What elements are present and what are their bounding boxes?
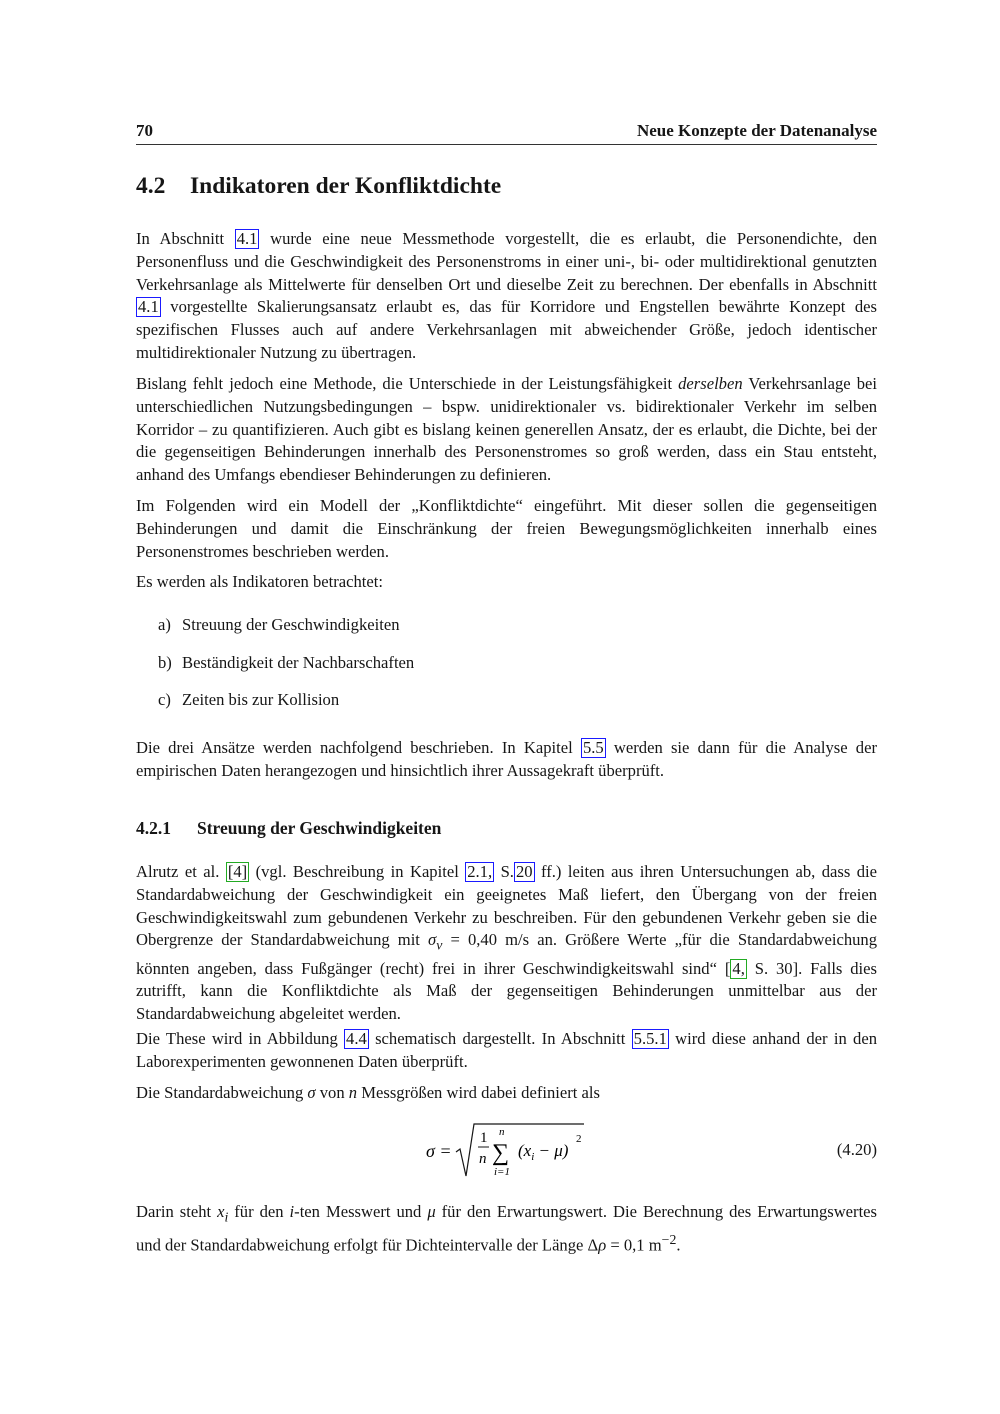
text-run: werden sie dann für die Analyse der empirischen Daten herangezogen und hinsichtlich ihrer Aussagekraft überprüft. [136, 738, 877, 780]
running-header [136, 120, 877, 145]
chapter-title: Neue Konzepte der Datenanalyse [636, 121, 877, 140]
list-label: c) [158, 690, 171, 709]
subsection-number: 4.2.1 [136, 818, 171, 838]
citation-link-4[interactable]: [4] [227, 862, 248, 881]
text-run: ff.) leiten aus ihren Untersuchungen ab, dass die Standardabweichung der Geschwindigkeit ein geeignetes Maß liefert, den Übergang von der freien Geschwindigkeitswahl zum gebundenen Verkehr zu beschreiben. Für den gebundenen Verkehr geben sie die Obergrenze der Standardabweichung mit [136, 862, 877, 950]
paragraph-intro [136, 228, 877, 365]
section-link-5-5-1[interactable]: 5.5.1 [633, 1029, 667, 1048]
text-run: Die These wird in Abbildung [136, 1029, 345, 1048]
eq-frac-numerator: 1 [480, 1130, 488, 1146]
math-exponent: −2 [661, 1232, 677, 1248]
text-run: -ten Messwert und [294, 1202, 428, 1221]
paragraph-indicators-intro: Es werden als Indikatoren betrachtet: [136, 572, 383, 591]
math-i: i [289, 1202, 295, 1221]
page-number: 70 [136, 121, 153, 140]
equation-4-20 [136, 1120, 877, 1182]
paragraph-motivation [136, 373, 877, 487]
text-run: vorgestellte Skalierungsansatz erlaubt es, das für Korridore und Engstellen bewährte Konzept des spezifischen Flusses auch auf andere Verkehrsanlagen mit abweichender Größe, jedoch identischer multidirektionaler Nutzung zu übertragen. [136, 297, 877, 362]
list-label: a) [158, 615, 171, 634]
eq-sum-sign: ∑ [492, 1140, 510, 1166]
text-run: S. 30]. Falls dies zutrifft, kann die Konfliktdichte als Maß der gegenseitigen Behinderungen unmittelbar aus der Standardabweichung abgeleitet werden. [136, 958, 877, 1024]
text-run: [ [724, 958, 731, 978]
list-text: Beständigkeit der Nachbarschaften [182, 652, 415, 672]
chapter-link-5-5[interactable]: 5.5 [582, 738, 604, 757]
chapter-link-2-1[interactable]: 2.1, [467, 862, 493, 881]
text-run: Die Standardabweichung [136, 1083, 308, 1102]
text-run: Verkehrsanlage bei unterschiedlichen Nutzungsbedingungen – bspw. unidirektionaler vs. bidirektionaler Verkehr im selben Korridor – zu quantifizieren. Auch gibt es bislang keinen generellen Ansatz, der es erlaubt, die Dichte, bei der die gegenseitigen Behinderungen innerhalb des Personenstromes so groß werden, dass ein Stau entsteht, anhand des Umfangs ebendieser Behinderungen zu definieren. [136, 374, 878, 485]
paragraph-overview [136, 737, 877, 783]
text-run: schematisch dargestellt. In Abschnitt [368, 1029, 632, 1048]
math-mu: μ [427, 1202, 436, 1221]
math-x: x [217, 1202, 225, 1221]
math-sigma: σ [307, 1083, 316, 1102]
paragraph-thesis [136, 1028, 877, 1074]
eq-body-sub: i [531, 1151, 535, 1163]
equation-formula [426, 1120, 596, 1182]
section-link-4-1[interactable]: 4.1 [236, 229, 258, 248]
text-run: Messgrößen wird dabei definiert als [357, 1083, 600, 1102]
eq-body [518, 1141, 569, 1163]
eq-sum-lower: i=1 [494, 1166, 510, 1178]
text-run: für den [228, 1202, 290, 1221]
text-run: In Abschnitt [136, 229, 235, 248]
eq-exponent: 2 [576, 1133, 582, 1145]
equation-number: (4.20) [836, 1140, 877, 1159]
section-heading [136, 173, 501, 200]
section-link-4-1-second[interactable]: 4.1 [138, 297, 159, 317]
text-run: Alrutz et al. [136, 862, 226, 881]
text-run: (vgl. Beschreibung in Kapitel [249, 862, 466, 881]
text-run: wird diese anhand der in den Laborexperimenten gewonnenen Daten überprüft. [136, 1029, 877, 1071]
figure-link-4-4[interactable]: 4.4 [346, 1029, 367, 1048]
citation-link-4-second[interactable]: 4, [732, 958, 745, 978]
text-run: Bislang fehlt jedoch eine Methode, die Unterschiede in der Leistungsfähigkeit [136, 374, 679, 393]
list-label: b) [158, 652, 172, 672]
eq-frac-denominator: n [479, 1151, 487, 1167]
math-subscript: v [436, 937, 443, 953]
text-run: = 0,40 m/s an. Größere Werte „für die Standardabweichung könnten angeben, dass Fußgänger (recht) frei in ihrer Geschwindigkeitswahl sind“ [136, 930, 877, 978]
text-run: . [676, 1235, 681, 1255]
section-number: 4.2 [136, 173, 166, 199]
text-run: S. [494, 862, 514, 881]
eq-body-rest: − μ) [534, 1141, 569, 1160]
text-run: wurde eine neue Messmethode vorgestellt, die es erlaubt, die Personendichte, den Personenfluss und die Geschwindigkeit des Personenstroms in einer uni-, bi- oder multidirektional genutzten Verkehrsanlage als Mittelwerte für denselben Ort und dieselbe Zeit zu berechnen. Der ebenfalls in Abschnitt [136, 229, 877, 294]
subsection-title: Streuung der Geschwindigkeiten [197, 818, 442, 838]
emphasis: derselben [678, 374, 743, 393]
math-n: n [348, 1083, 358, 1102]
list-item [158, 615, 414, 653]
eq-body-x: (x [518, 1141, 532, 1160]
indicator-list [158, 615, 414, 728]
subsection-heading [136, 818, 441, 839]
list-item [158, 690, 414, 728]
math-sigma: σ [428, 930, 437, 950]
list-text: Zeiten bis zur Kollision [182, 690, 340, 709]
text-run: von [315, 1083, 349, 1102]
text-run: für den Erwartungswert. Die Berechnung des Erwartungswertes und der Standardabweichung erfolgt für Dichteintervalle der Länge Δ [136, 1202, 878, 1255]
list-text: Streuung der Geschwindigkeiten [182, 615, 400, 634]
text-run: = 0,1 m [606, 1235, 662, 1255]
page-link-20[interactable]: 20 [515, 862, 533, 881]
paragraph-notation [136, 1201, 877, 1257]
paragraph-alrutz [136, 861, 877, 1026]
eq-sum-upper: n [499, 1126, 505, 1138]
section-title: Indikatoren der Konfliktdichte [190, 173, 502, 199]
list-item [158, 653, 414, 691]
paragraph-definition [136, 1082, 877, 1105]
math-subscript: i [224, 1209, 229, 1225]
text-run: Die drei Ansätze werden nachfolgend beschrieben. In Kapitel [136, 738, 581, 757]
paragraph-model: Im Folgenden wird ein Modell der „Konfliktdichte“ eingeführt. Mit dieser sollen die gegenseitigen Behinderungen und damit die Einschränkung der freien Bewegungsmöglichkeiten innerhalb eines Personenstromes beschrieben werden. [136, 496, 877, 561]
math-rho: ρ [598, 1235, 607, 1255]
eq-lhs: σ = [426, 1141, 452, 1161]
text-run: Darin steht [136, 1202, 218, 1221]
